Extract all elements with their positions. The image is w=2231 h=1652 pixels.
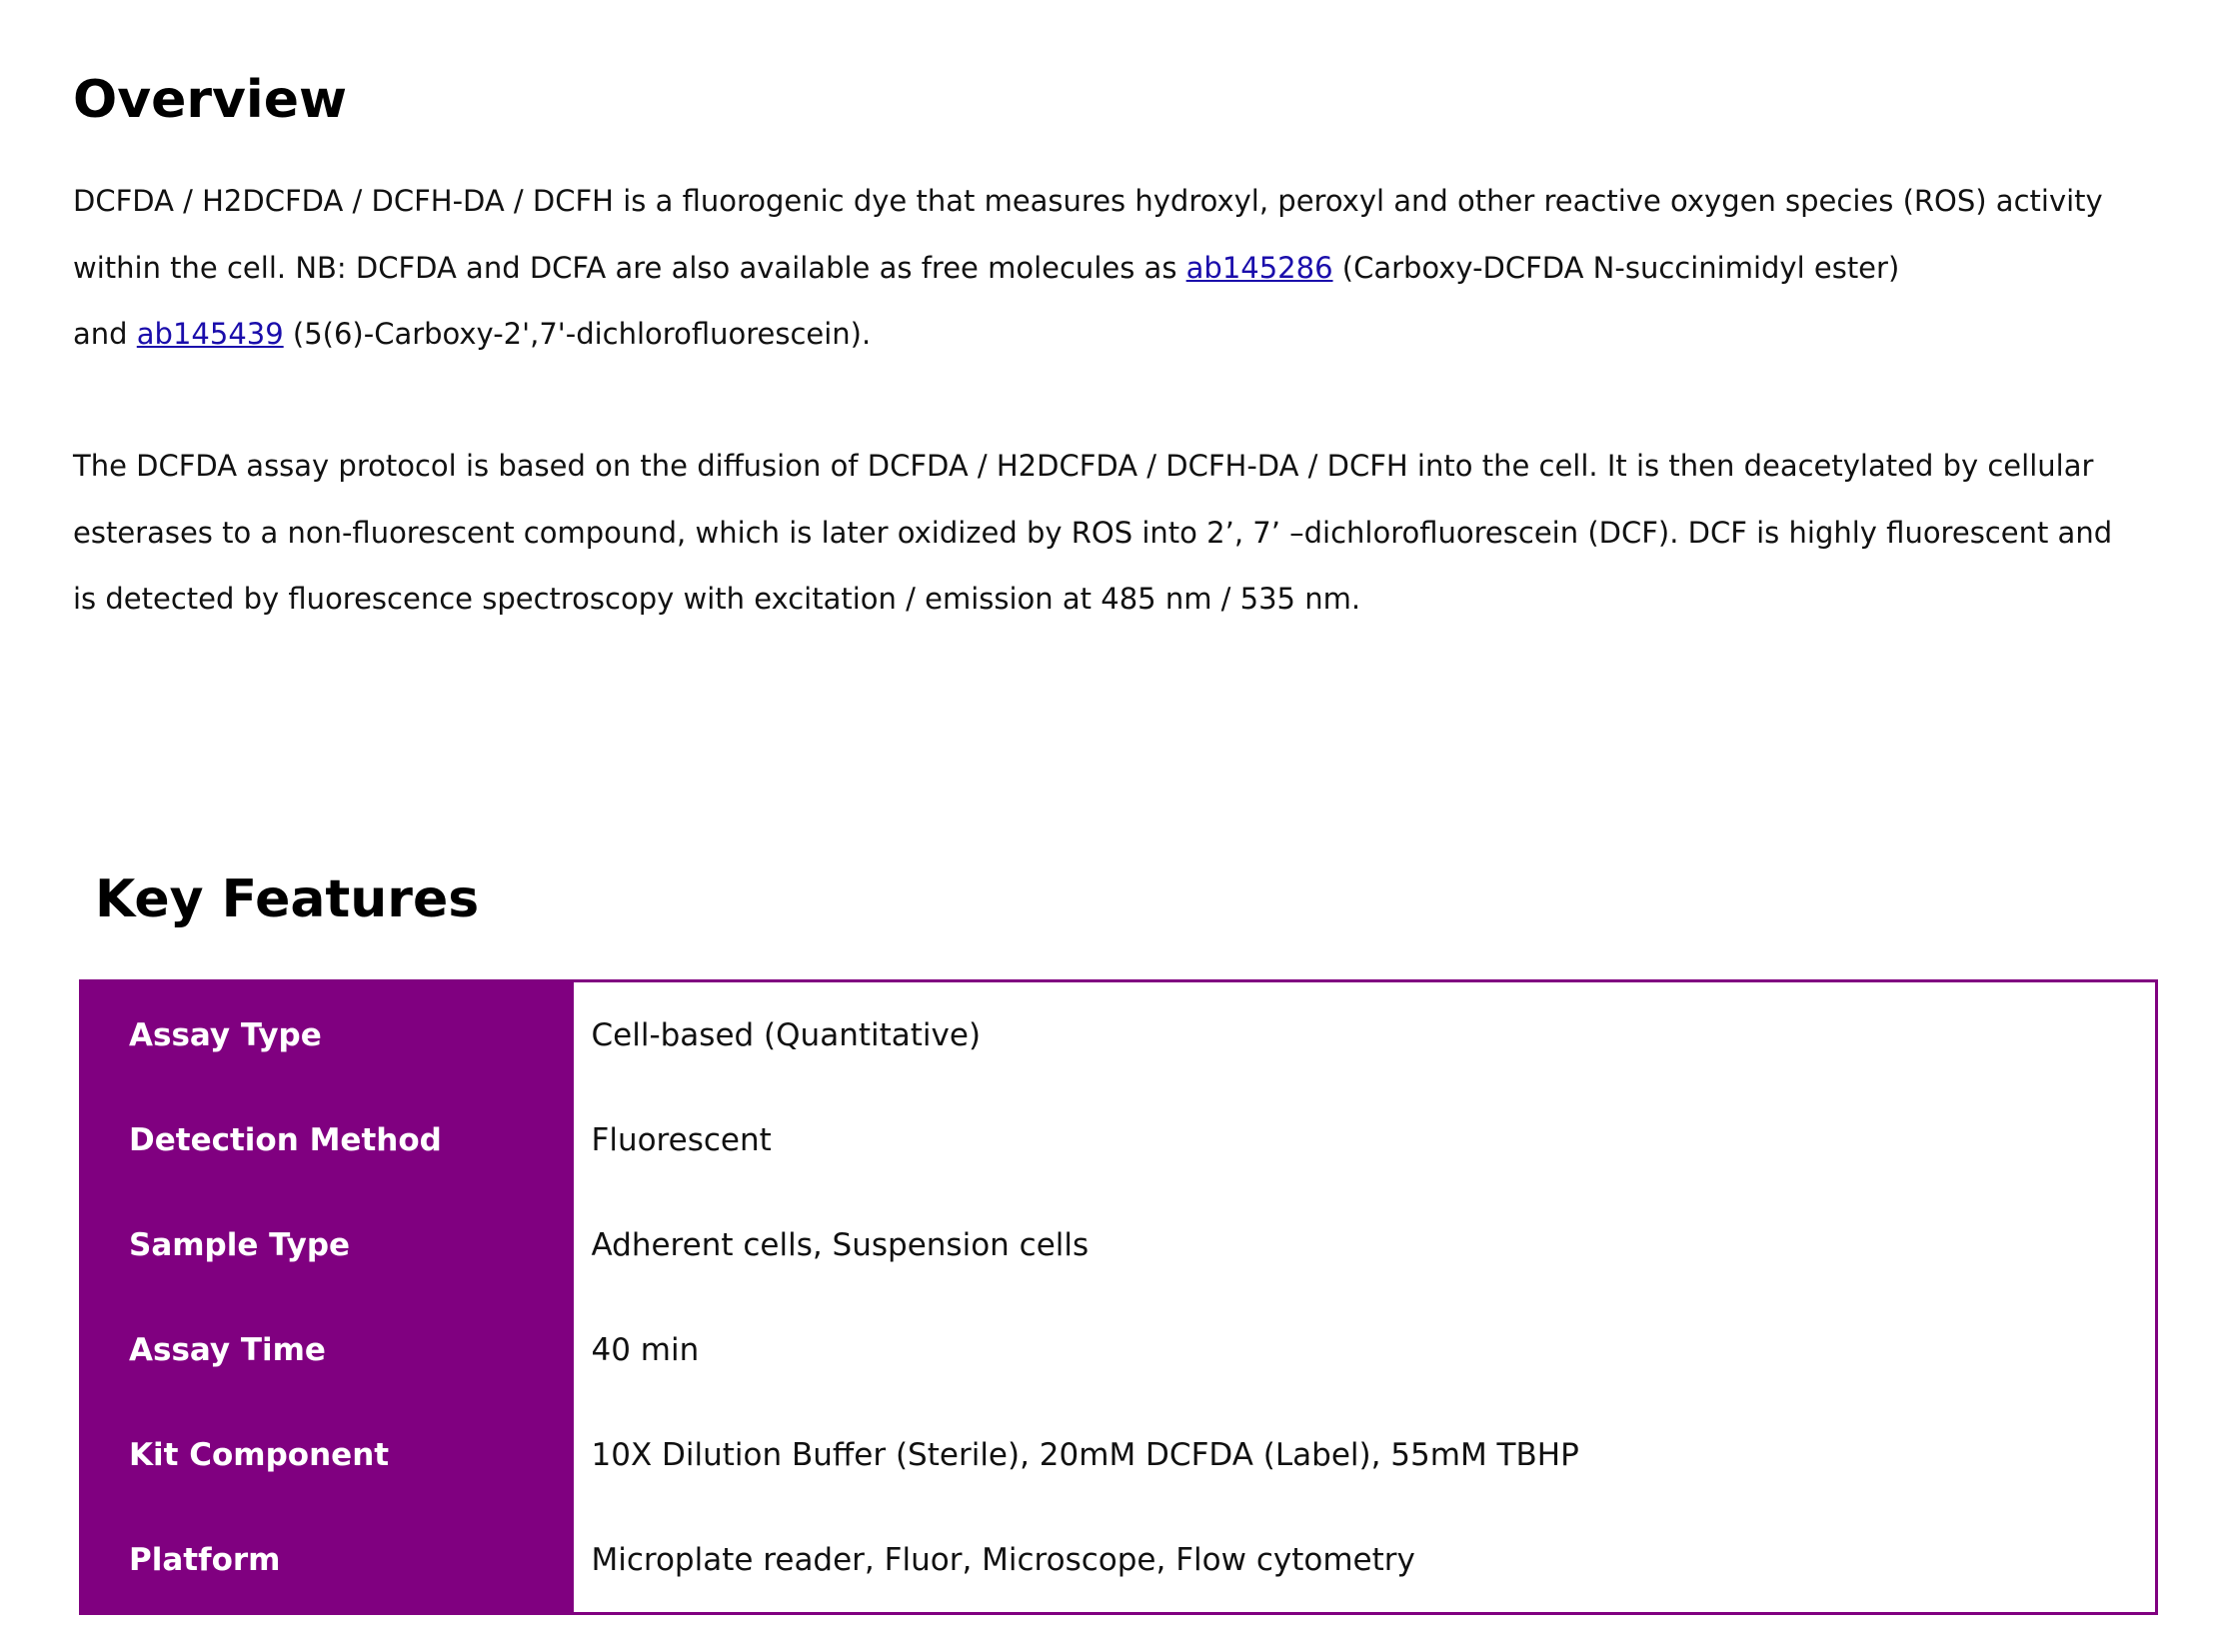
feature-label: Platform <box>81 1507 574 1614</box>
feature-value: Fluorescent <box>574 1087 2157 1192</box>
paragraph-2-line-3: is detected by fluorescence spectroscopy with excitation / emission at 485 nm / 535 nm. <box>73 582 1361 616</box>
overview-paragraph-1 <box>73 168 2172 368</box>
paragraph-1-line-3-tail: (5(6)-Carboxy-2',7'-dichlorofluorescein). <box>283 317 872 351</box>
paragraph-1-line-2 <box>73 235 2172 302</box>
paragraph-1-line-2-tail: (Carboxy-DCFDA N-succinimidyl ester) <box>1332 250 1900 285</box>
overview-paragraph-2 <box>73 433 2172 633</box>
ab145439-link[interactable]: ab145439 <box>136 317 284 351</box>
key-features-table <box>79 979 2158 1615</box>
overview-heading: Overview <box>73 70 348 130</box>
feature-value: Cell-based (Quantitative) <box>574 981 2157 1088</box>
feature-value: Microplate reader, Fluor, Microscope, Flow cytometry <box>574 1507 2157 1614</box>
ab145286-link[interactable]: ab145286 <box>1185 250 1333 285</box>
paragraph-1-line-3-text: and <box>73 317 137 351</box>
table-row <box>81 1297 2157 1402</box>
feature-label: Assay Type <box>81 981 574 1088</box>
feature-value: 40 min <box>574 1297 2157 1402</box>
feature-label: Assay Time <box>81 1297 574 1402</box>
feature-label: Kit Component <box>81 1402 574 1507</box>
key-features-heading: Key Features <box>95 869 480 929</box>
feature-value: Adherent cells, Suspension cells <box>574 1192 2157 1297</box>
table-row <box>81 1087 2157 1192</box>
table-row <box>81 1507 2157 1614</box>
feature-label: Detection Method <box>81 1087 574 1192</box>
feature-value: 10X Dilution Buffer (Sterile), 20mM DCFDA (Label), 55mM TBHP <box>574 1402 2157 1507</box>
paragraph-1-line-2-text: within the cell. NB: DCFDA and DCFA are also available as free molecules as <box>73 250 1186 285</box>
feature-label: Sample Type <box>81 1192 574 1297</box>
paragraph-1-line-3 <box>73 301 2172 368</box>
table-row <box>81 1402 2157 1507</box>
table-row <box>81 1192 2157 1297</box>
paragraph-2-line-1: The DCFDA assay protocol is based on the diffusion of DCFDA / H2DCFDA / DCFH-DA / DCFH into the cell. It is then deacetylated by cellular <box>73 449 2094 483</box>
paragraph-2-line-2: esterases to a non-fluorescent compound, which is later oxidized by ROS into 2’, 7’ –dichlorofluorescein (DCF). DCF is highly fluorescent and <box>73 515 2113 550</box>
paragraph-1-line-1: DCFDA / H2DCFDA / DCFH-DA / DCFH is a fluorogenic dye that measures hydroxyl, peroxyl and other reactive oxygen species (ROS) activity <box>73 184 2103 218</box>
table-row <box>81 981 2157 1088</box>
